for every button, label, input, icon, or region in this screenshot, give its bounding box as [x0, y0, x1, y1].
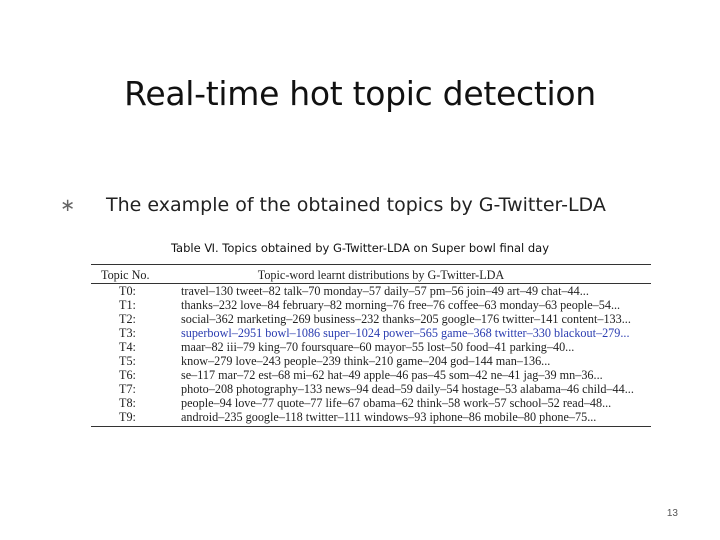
- topic-id-cell: T7:: [119, 382, 136, 396]
- table-row: [91, 326, 651, 340]
- topic-id-cell: T5:: [119, 354, 136, 368]
- topic-distribution-cell: thanks–232 love–84 february–82 morning–76 free–76 coffee–63 monday–63 people–54...: [181, 298, 621, 312]
- table-top-rule: [91, 264, 651, 265]
- topic-distribution-cell: superbowl–2951 bowl–1086 super–1024 power–565 game–368 twitter–330 blackout–279...: [181, 326, 630, 340]
- topic-distribution-cell: travel–130 tweet–82 talk–70 monday–57 daily–57 pm–56 join–49 art–49 chat–44...: [181, 284, 589, 298]
- topic-id-cell: T3:: [119, 326, 136, 340]
- table-row: [91, 312, 651, 326]
- header-distribution: Topic-word learnt distributions by G-Twitter-LDA: [257, 268, 505, 282]
- topic-distribution-cell: android–235 google–118 twitter–111 windows–93 iphone–86 mobile–80 phone–75...: [181, 410, 597, 424]
- topic-id-cell: T0:: [119, 284, 136, 298]
- topic-id-cell: T6:: [119, 368, 136, 382]
- table-caption: Table Ⅵ. Topics obtained by G-Twitter-LDA on Super bowl final day: [170, 241, 550, 255]
- table-row: [91, 410, 651, 424]
- slide-title: Real-time hot topic detection: [124, 74, 596, 113]
- table-bottom-rule: [91, 426, 651, 427]
- topic-distribution-cell: maar–82 iii–79 king–70 foursquare–60 mayor–55 lost–50 food–41 parking–40...: [181, 340, 575, 354]
- topic-id-cell: T2:: [119, 312, 136, 326]
- table-body: [91, 284, 651, 424]
- table-row: [91, 298, 651, 312]
- table-row: [91, 382, 651, 396]
- table-header-row: [91, 266, 651, 283]
- table-row: [91, 368, 651, 382]
- table-row: [91, 354, 651, 368]
- bullet-text: The example of the obtained topics by G-Twitter-LDA: [106, 194, 606, 216]
- page-number: 13: [666, 508, 678, 519]
- topic-distribution-cell: people–94 love–77 quote–77 life–67 obama–62 think–58 work–57 school–52 read–48...: [181, 396, 612, 410]
- table-row: [91, 284, 651, 298]
- topic-distribution-cell: social–362 marketing–269 business–232 thanks–205 google–176 twitter–141 content–133...: [181, 312, 631, 326]
- table-row: [91, 396, 651, 410]
- topics-table: [91, 264, 651, 427]
- topic-id-cell: T9:: [119, 410, 136, 424]
- topic-id-cell: T8:: [119, 396, 136, 410]
- bullet-point: [60, 194, 700, 216]
- topic-distribution-cell: photo–208 photography–133 news–94 dead–59 daily–54 hostage–53 alabama–46 child–44...: [181, 382, 634, 396]
- bullet-marker: ∗: [60, 195, 76, 216]
- topic-distribution-cell: se–117 mar–72 est–68 mi–62 hat–49 apple–46 pas–45 som–42 ne–41 jag–39 mn–36...: [181, 368, 603, 382]
- topic-distribution-cell: know–279 love–243 people–239 think–210 game–204 god–144 man–136...: [181, 354, 551, 368]
- header-topic-no: Topic No.: [101, 268, 150, 282]
- topic-id-cell: T4:: [119, 340, 136, 354]
- table-row: [91, 340, 651, 354]
- topic-id-cell: T1:: [119, 298, 136, 312]
